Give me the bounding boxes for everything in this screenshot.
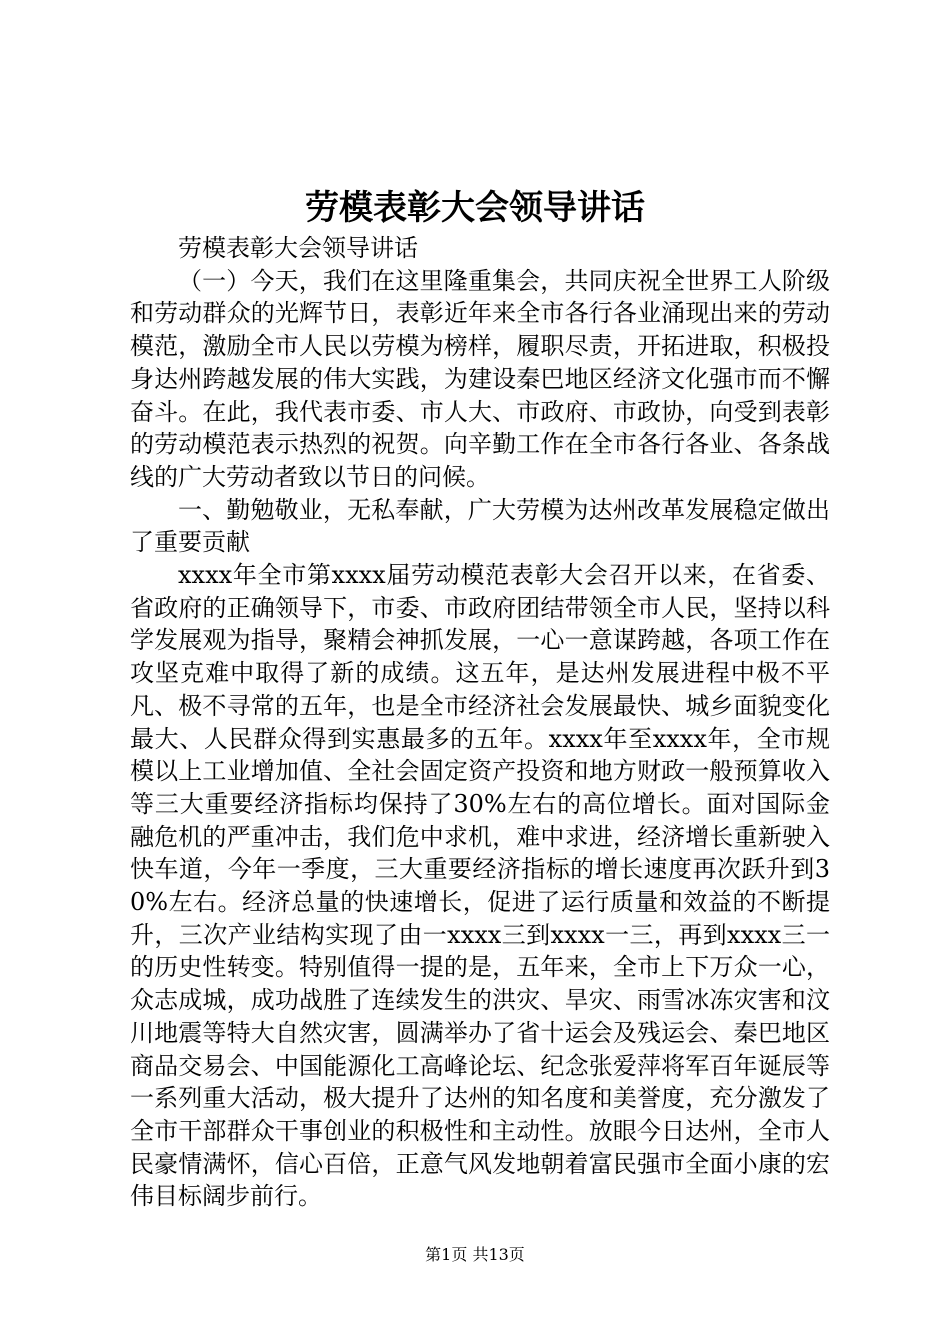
page-title: 劳模表彰大会领导讲话 <box>305 188 645 228</box>
page-number-footer: 第1页 共13页 <box>425 1245 525 1264</box>
section-heading: 一、勤勉敬业，无私奉献，广大劳模为达州改革发展稳定做出了重要贡献 <box>130 495 830 557</box>
body-paragraph: 劳模表彰大会领导讲话 <box>178 234 418 262</box>
body-paragraph: xxxx年全市第xxxx届劳动模范表彰大会召开以来，在省委、省政府的正确领导下，市委、市政府团结带领全市人民，坚持以科学发展观为指导，聚精会神抓发展，一心一意谋跨越，各项工作在攻坚克难中取得了新的成绩。这五年，是达州发展进程中极不平凡、极不寻常的五年，也是全市经济社会发展最快、城乡面貌变化最大、人民群众得到实惠最多的五年。xxxx年至xxxx年，全市规模以上工业增加值、全社会固定资产投资和地方财政一般预算收入等三大重要经济指标均保持了30%左右的高位增长。面对国际金融危机的严重冲击，我们危中求机，难中求进，经济增长重新驶入快车道，今年一季度，三大重要经济指标的增长速度再次跃升到30%左右。经济总量的快速增长，促进了运行质量和效益的不断提升，三次产业结构实现了由一xxxx三到xxxx一三，再到xxxx三一的历史性转变。特别值得一提的是，五年来，全市上下万众一心，众志成城，成功战胜了连续发生的洪灾、旱灾、雨雪冰冻灾害和汶川地震等特大自然灾害，圆满举办了省十运会及残运会、秦巴地区商品交易会、中国能源化工高峰论坛、纪念张爱萍将军百年诞辰等一系列重大活动，极大提升了达州的知名度和美誉度，充分激发了全市干部群众干事创业的积极性和主动性。放眼今日达州，全市人民豪情满怀，信心百倍，正意气风发地朝着富民强市全面小康的宏伟目标阔步前行。 <box>130 561 830 1211</box>
body-paragraph: （一）今天，我们在这里隆重集会，共同庆祝全世界工人阶级和劳动群众的光辉节日，表彰近年来全市各行各业涌现出来的劳动模范，激励全市人民以劳模为榜样，履职尽责，开拓进取，积极投身达州跨越发展的伟大实践，为建设秦巴地区经济文化强市而不懈奋斗。在此，我代表市委、市人大、市政府、市政协，向受到表彰的劳动模范表示热烈的祝贺。向辛勤工作在全市各行各业、各条战线的广大劳动者致以节日的问候。 <box>130 266 830 491</box>
document-body <box>130 232 830 1213</box>
